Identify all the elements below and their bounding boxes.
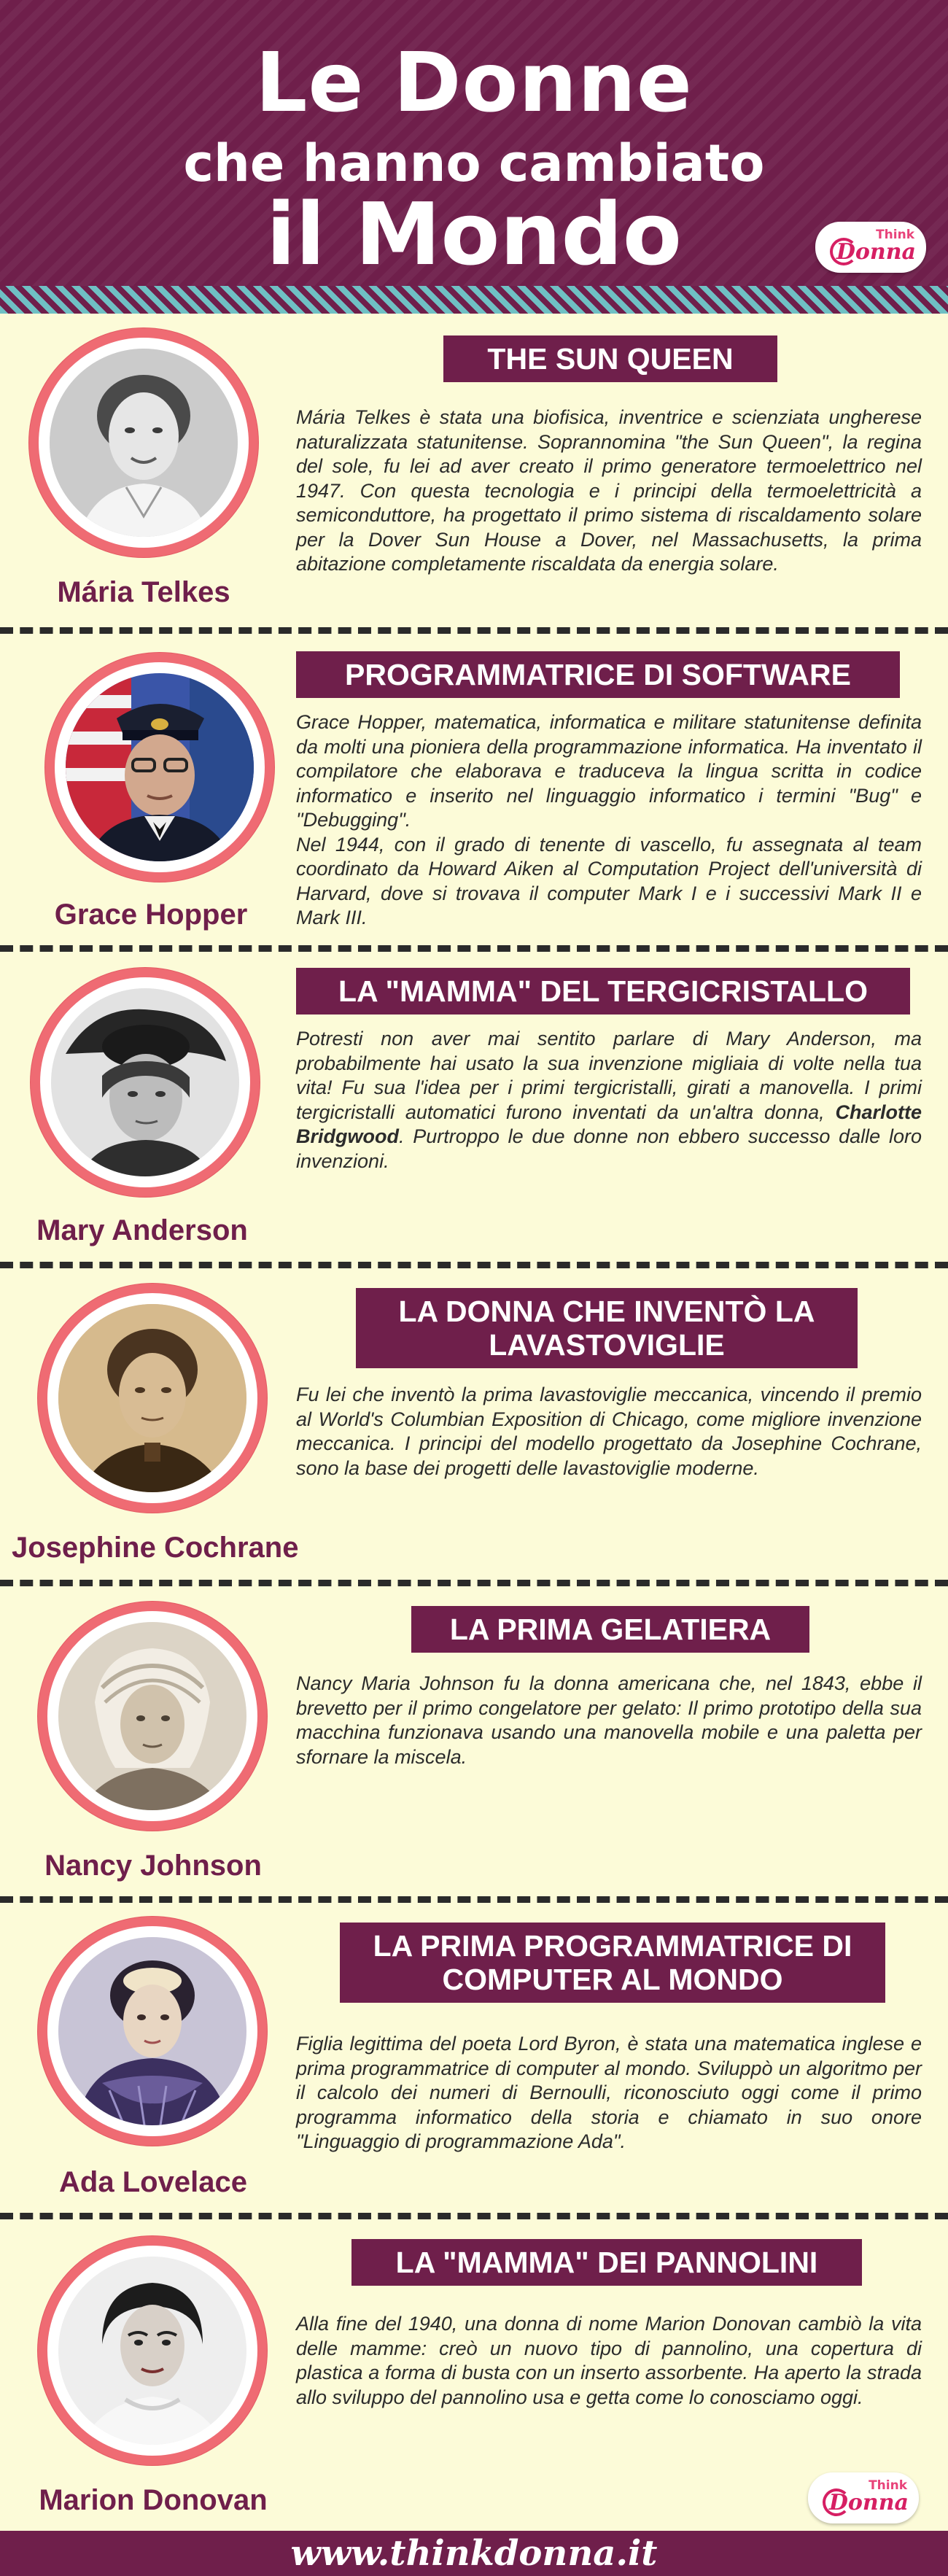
paragraph: Nancy Maria Johnson fu la donna americana che, nel 1843, ebbe il brevetto per il primo congelatore per gelato: Il primo prototipo della sua macchina funzionava usando una manovella mobile e una paletta per sfornare la miscela. [296, 1672, 922, 1768]
title-prima-programmatrice-computer: LA PRIMA PROGRAMMATRICE DI COMPUTER AL MONDO [340, 1923, 885, 2003]
portrait-nancy-johnson [38, 1602, 267, 1831]
title-donna-che-invento-lavastoviglie: LA DONNA CHE INVENTÒ LA LAVASTOVIGLIE [356, 1288, 858, 1368]
paragraph: Alla fine del 1940, una donna di nome Marion Donovan cambiò la vita delle mamme: creò un nuovo tipo di pannolino, una copertura di plastica a forma di busta con un inserto assorbente. Ha aperto la strada allo sviluppo del pannolino usa e getta come lo conosciamo oggi. [296, 2313, 922, 2408]
logo-think-text: Think [869, 2478, 907, 2493]
section-divider [0, 1262, 948, 1268]
portrait-josephine-cochrane [38, 1284, 267, 1513]
photo-nancy-johnson [58, 1622, 246, 1810]
title-prima-gelatiera: LA PRIMA GELATIERA [411, 1606, 809, 1653]
desc-josephine-cochrane [296, 1383, 922, 1481]
title-line-2: che hanno cambiato [183, 133, 765, 193]
footer-bar [0, 2531, 948, 2576]
title-programmatrice-di-software: PROGRAMMATRICE DI SOFTWARE [296, 651, 900, 698]
desc-mary-anderson [296, 1027, 922, 1173]
paragraph-text-end: . Purtroppo le due donne non ebbero successo dalle loro invenzioni. [296, 1125, 922, 1172]
section-divider [0, 627, 948, 634]
thinkdonna-logo-top[interactable] [815, 222, 926, 273]
section-divider [0, 1580, 948, 1586]
header-banner [0, 0, 948, 286]
logo-donna-text: Donna [836, 239, 916, 265]
photo-ada-lovelace [58, 1937, 246, 2125]
header-zigzag-border [0, 286, 948, 314]
desc-marion-donovan [296, 2312, 922, 2410]
paragraph [296, 1027, 922, 1173]
paragraph: Figlia legittima del poeta Lord Byron, è stata una matematica inglese e prima programmatrice di computer al mondo. Sviluppò un algoritmo per il calcolo dei numeri di Bernoulli, riconosciuto oggi come il primo programma informatico della storia e chiamato in suo onore "Linguaggio di programmazione Ada". [296, 2033, 922, 2152]
portrait-ada-lovelace [38, 1917, 267, 2146]
title-the-sun-queen: THE SUN QUEEN [443, 335, 777, 382]
name-mary-anderson: Mary Anderson [36, 1214, 248, 1246]
footer-url-link[interactable]: www.thinkdonna.it [290, 2533, 658, 2574]
paragraph: Grace Hopper, matematica, informatica e militare statunitense definita da molti una pioniera della programmazione informatica. Ha inventato il compilatore che elaborava e traduceva la lingua scritta in codice informatico e inserito nel linguaggio informatico i termini "Bug" e "Debugging". [296, 711, 922, 831]
logo-donna-text: Donna [828, 2490, 909, 2515]
title-mamma-dei-pannolini: LA "MAMMA" DEI PANNOLINI [351, 2239, 862, 2286]
photo-mary-anderson [51, 988, 239, 1176]
section-divider [0, 945, 948, 952]
photo-maria-telkes [50, 349, 238, 537]
title-line-3: il Mondo [265, 184, 682, 284]
section-divider [0, 2213, 948, 2219]
bold-name-charlotte-bridgwood: Charlotte Bridgwood [296, 1101, 922, 1147]
portrait-maria-telkes [29, 328, 258, 557]
portrait-mary-anderson [31, 968, 260, 1197]
name-maria-telkes: Mária Telkes [57, 576, 230, 608]
title-mamma-del-tergicristallo: LA "MAMMA" DEL TERGICRISTALLO [296, 968, 910, 1015]
name-grace-hopper: Grace Hopper [54, 899, 248, 931]
thinkdonna-logo-bottom[interactable] [808, 2472, 919, 2523]
desc-maria-telkes [296, 406, 922, 577]
photo-grace-hopper [66, 673, 254, 861]
name-josephine-cochrane: Josephine Cochrane [12, 1532, 299, 1564]
paragraph: Nel 1944, con il grado di tenente di vascello, fu assegnata al team coordinato da Howard Aiken al Computation Project dell'università di Harvard, dove si trovava il computer Mark I e i successivi Mark II e Mark III. [296, 833, 922, 928]
desc-grace-hopper [296, 710, 922, 931]
paragraph: Mária Telkes è stata una biofisica, inventrice e scienziata ungherese naturalizzata statunitense. Soprannomina "the Sun Queen", la regina del sole, fu lei ad aver creato il primo generatore termoelettrico nel 1947. Con questa tecnologia e i principi della termoelettricità a semiconduttore, ha progettato il primo sistema di riscaldamento solare per la Dover Sun House a Dover, nel Massachusetts, la prima abitazione completamente riscaldata da energia solare. [296, 406, 922, 575]
name-ada-lovelace: Ada Lovelace [59, 2166, 247, 2198]
name-marion-donovan: Marion Donovan [39, 2484, 268, 2516]
photo-josephine-cochrane [58, 1304, 246, 1492]
desc-ada-lovelace [296, 2032, 922, 2154]
paragraph: Fu lei che inventò la prima lavastoviglie meccanica, vincendo il premio al World's Columbian Exposition di Chicago, come migliore invenzione meccanica. I principi del modello progettato da Josephine Cochrane, sono la base dei progetti delle lavastoviglie moderne. [296, 1384, 922, 1479]
photo-marion-donovan [58, 2257, 246, 2445]
paragraph-text: Potresti non aver mai sentito parlare di Mary Anderson, ma probabilmente hai usato la sua invenzione migliaia di volte nella tua vita! Fu sua l'idea per i primi tergicristalli, girati a manovella. I primi tergicristalli automatici furono inventati da un'altra donna, [296, 1028, 922, 1123]
portrait-marion-donovan [38, 2236, 267, 2465]
section-divider [0, 1896, 948, 1903]
desc-nancy-johnson [296, 1672, 922, 1769]
name-nancy-johnson: Nancy Johnson [44, 1850, 262, 1882]
portrait-grace-hopper [45, 653, 274, 882]
logo-think-text: Think [876, 228, 914, 242]
title-line-1: Le Donne [255, 36, 693, 131]
